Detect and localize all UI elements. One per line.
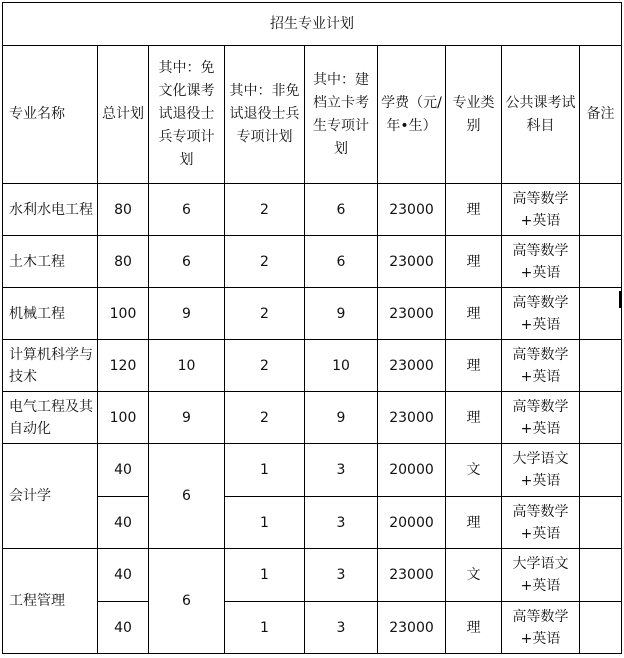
- note-cell: [580, 602, 622, 654]
- table-row: [3, 184, 622, 236]
- table-row: [3, 288, 622, 340]
- header-subjects: 公共课考试科目: [502, 46, 580, 184]
- filed-cell: 6: [305, 236, 378, 288]
- total-cell: 120: [98, 340, 149, 392]
- fee-cell: 23000: [378, 340, 446, 392]
- total-cell: 80: [98, 184, 149, 236]
- subjects-cell: 高等数学+英语: [502, 184, 580, 236]
- category-cell: 理: [446, 602, 502, 654]
- note-cell: [580, 549, 622, 602]
- subjects-cell: 高等数学+英语: [502, 340, 580, 392]
- no-exam-cell: 1: [225, 444, 305, 497]
- no-culture-exam-cell: 6: [149, 236, 225, 288]
- subjects-cell: 大学语文+英语: [502, 549, 580, 602]
- table-title: 招生专业计划: [3, 3, 622, 46]
- no-exam-cell: 2: [225, 392, 305, 444]
- table-row: [3, 549, 622, 602]
- note-cell: [580, 444, 622, 497]
- header-filed: 其中：建档立卡考生专项计划: [305, 46, 378, 184]
- table-row: [3, 444, 622, 497]
- edge-marker: [619, 291, 622, 308]
- no-culture-exam-cell: 6: [149, 444, 225, 549]
- fee-cell: 23000: [378, 549, 446, 602]
- major-name: 土木工程: [3, 236, 98, 288]
- major-name: 电气工程及其自动化: [3, 392, 98, 444]
- filed-cell: 10: [305, 340, 378, 392]
- subjects-cell: 高等数学+英语: [502, 236, 580, 288]
- major-name: 工程管理: [3, 549, 98, 654]
- header-category: 专业类别: [446, 46, 502, 184]
- filed-cell: 9: [305, 288, 378, 340]
- total-cell: 100: [98, 288, 149, 340]
- major-name: 计算机科学与技术: [3, 340, 98, 392]
- total-cell: 80: [98, 236, 149, 288]
- no-exam-cell: 1: [225, 549, 305, 602]
- fee-cell: 23000: [378, 392, 446, 444]
- enrollment-plan-table: [2, 2, 622, 654]
- filed-cell: 3: [305, 602, 378, 654]
- note-cell: [580, 288, 622, 340]
- note-cell: [580, 392, 622, 444]
- no-exam-cell: 1: [225, 602, 305, 654]
- no-exam-cell: 2: [225, 340, 305, 392]
- filed-cell: 6: [305, 184, 378, 236]
- total-cell: 40: [98, 549, 149, 602]
- no-culture-exam-cell: 9: [149, 392, 225, 444]
- filed-cell: 3: [305, 444, 378, 497]
- note-cell: [580, 184, 622, 236]
- total-cell: 40: [98, 602, 149, 654]
- header-major: 专业名称: [3, 46, 98, 184]
- header-fee: 学费（元/年•生）: [378, 46, 446, 184]
- no-exam-cell: 2: [225, 288, 305, 340]
- fee-cell: 23000: [378, 184, 446, 236]
- category-cell: 理: [446, 236, 502, 288]
- major-name: 会计学: [3, 444, 98, 549]
- total-cell: 100: [98, 392, 149, 444]
- title-row: [3, 3, 622, 46]
- note-cell: [580, 497, 622, 549]
- fee-cell: 20000: [378, 497, 446, 549]
- total-cell: 40: [98, 444, 149, 497]
- filed-cell: 3: [305, 497, 378, 549]
- subjects-cell: 高等数学+英语: [502, 288, 580, 340]
- no-culture-exam-cell: 6: [149, 549, 225, 654]
- no-exam-cell: 2: [225, 184, 305, 236]
- category-cell: 理: [446, 392, 502, 444]
- subjects-cell: 高等数学+英语: [502, 602, 580, 654]
- filed-cell: 9: [305, 392, 378, 444]
- filed-cell: 3: [305, 549, 378, 602]
- header-total: 总计划: [98, 46, 149, 184]
- fee-cell: 23000: [378, 288, 446, 340]
- note-cell: [580, 340, 622, 392]
- table-row: [3, 236, 622, 288]
- total-cell: 40: [98, 497, 149, 549]
- header-note: 备注: [580, 46, 622, 184]
- no-exam-cell: 1: [225, 497, 305, 549]
- category-cell: 理: [446, 340, 502, 392]
- enrollment-plan: [2, 2, 622, 654]
- no-culture-exam-cell: 6: [149, 184, 225, 236]
- header-no-exam: 其中：非免试退役士兵专项计划: [225, 46, 305, 184]
- no-culture-exam-cell: 10: [149, 340, 225, 392]
- subjects-cell: 大学语文+英语: [502, 444, 580, 497]
- category-cell: 文: [446, 549, 502, 602]
- fee-cell: 23000: [378, 602, 446, 654]
- category-cell: 理: [446, 497, 502, 549]
- no-culture-exam-cell: 9: [149, 288, 225, 340]
- table-row: [3, 340, 622, 392]
- fee-cell: 20000: [378, 444, 446, 497]
- major-name: 机械工程: [3, 288, 98, 340]
- major-name: 水利水电工程: [3, 184, 98, 236]
- header-no-culture-exam: 其中：免文化课考试退役士兵专项计划: [149, 46, 225, 184]
- subjects-cell: 高等数学+英语: [502, 497, 580, 549]
- category-cell: 文: [446, 444, 502, 497]
- table-row: [3, 392, 622, 444]
- category-cell: 理: [446, 288, 502, 340]
- note-cell: [580, 236, 622, 288]
- no-exam-cell: 2: [225, 236, 305, 288]
- subjects-cell: 高等数学+英语: [502, 392, 580, 444]
- fee-cell: 23000: [378, 236, 446, 288]
- header-row: [3, 46, 622, 184]
- category-cell: 理: [446, 184, 502, 236]
